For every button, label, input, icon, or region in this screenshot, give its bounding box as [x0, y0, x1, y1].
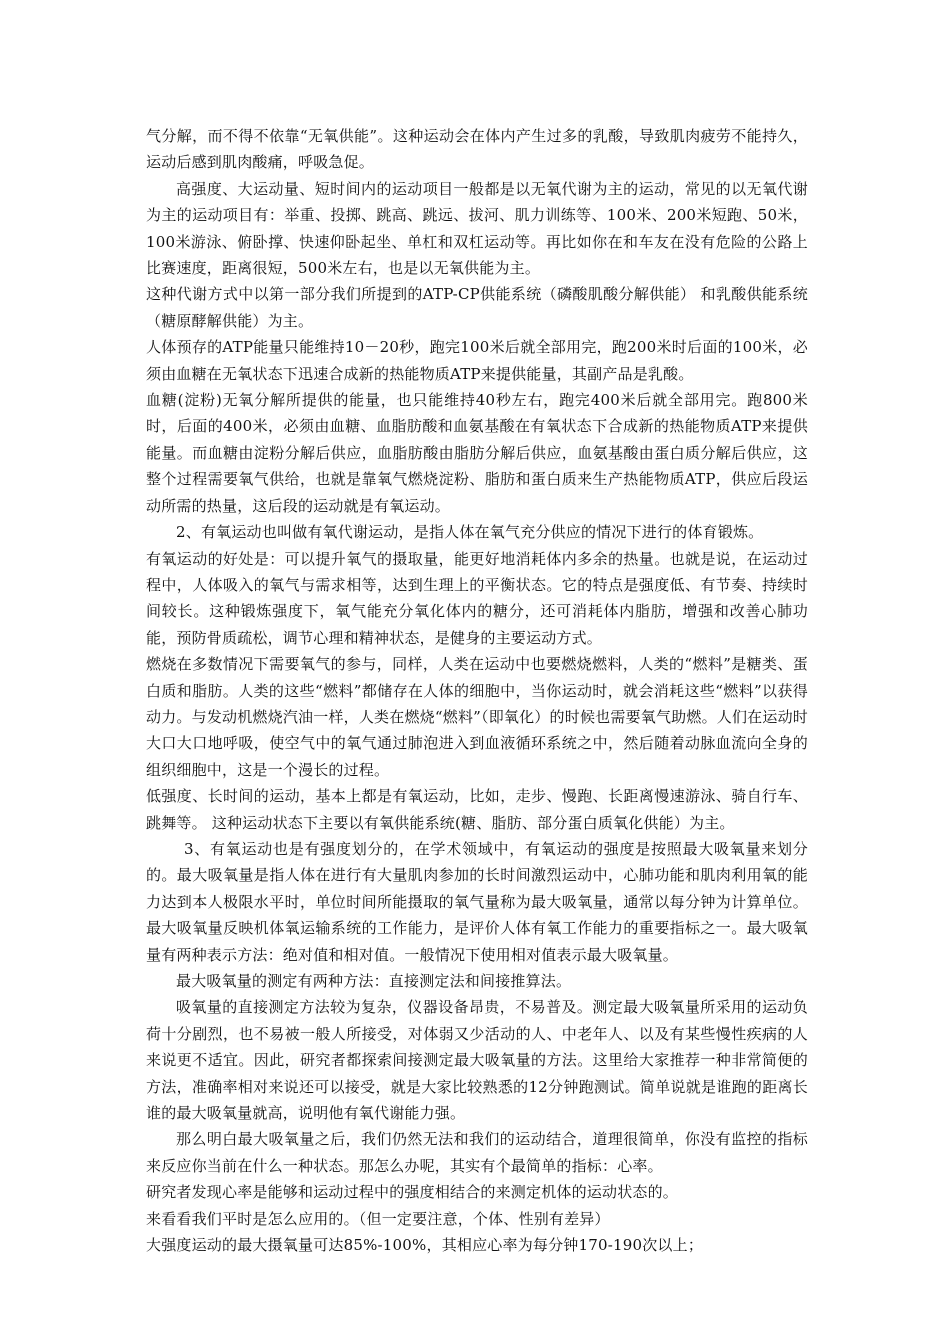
paragraph-13: 那么明白最大吸氧量之后，我们仍然无法和我们的运动结合，道理很简单，你没有监控的指标来反应你当前在什么一种状态。那怎么办呢，其实有个最简单的指标：心率。 — [146, 1130, 808, 1175]
paragraph-2: 高强度、大运动量、短时间内的运动项目一般都是以无氧代谢为主的运动，常见的以无氧代谢为主的运动项目有：举重、投掷、跳高、跳远、拔河、肌力训练等、100米、200米短跑、50米，100米游泳、俯卧撑、快速仰卧起坐、单杠和双杠运动等。再比如你在和车友在没有危险的公路上比赛速度，距离很短，500米左右，也是以无氧供能为主。 — [146, 179, 808, 278]
paragraph-9: 低强度、长时间的运动，基本上都是有氧运动，比如，走步、慢跑、长距离慢速游泳、骑自行车、跳舞等。 这种运动状态下主要以有氧供能系统(糖、脂肪、部分蛋白质氧化供能）为主。 — [146, 787, 808, 832]
paragraph-11: 最大吸氧量的测定有两种方法：直接测定法和间接推算法。 — [176, 972, 572, 990]
paragraph-12: 吸氧量的直接测定方法较为复杂，仪器设备昂贵，不易普及。测定最大吸氧量所采用的运动负荷十分剧烈，也不易被一般人所接受，对体弱又少活动的人、中老年人、以及有某些慢性疾病的人来说更不适宜。因此，研究者都探索间接测定最大吸氧量的方法。这里给大家推荐一种非常简便的方法，准确率相对来说还可以接受，就是大家比较熟悉的12分钟跑测试。简单说就是谁跑的距离长谁的最大吸氧量就高，说明他有氧代谢能力强。 — [146, 998, 808, 1123]
paragraph-14: 研究者发现心率是能够和运动过程中的强度相结合的来测定机体的运动状态的。 — [146, 1183, 679, 1202]
paragraph-10: 3、有氧运动也是有强度划分的，在学术领域中，有氧运动的强度是按照最大吸氧量来划分的。最大吸氧量是指人体在进行有大量肌肉参加的长时间激烈运动中，心肺功能和肌肉利用氧的能力达到本人极限水平时，单位时间所能摄取的氧气量称为最大吸氧量，通常以每分钟为计算单位。最大吸氧量反映机体氧运输系统的工作能力，是评价人体有氧工作能力的重要指标之一。最大吸氧量有两种表示方法：绝对值和相对值。一般情况下使用相对值表示最大吸氧量。 — [146, 839, 808, 964]
paragraph-1: 气分解，而不得不依靠“无氧供能”。这种运动会在体内产生过多的乳酸，导致肌肉疲劳不能持久，运动后感到肌肉酸痛，呼吸急促。 — [146, 127, 808, 172]
paragraph-8: 燃烧在多数情况下需要氧气的参与，同样，人类在运动中也要燃烧燃料，人类的“燃料”是糖类、蛋白质和脂肪。人类的这些“燃料”都储存在人体的细胞中，当你运动时，就会消耗这些“燃料”以获得动力。与发动机燃烧汽油一样，人类在燃烧“燃料”（即氧化）的时候也需要氧气助燃。人们在运动时大口大口地呼吸，使空气中的氧气通过肺泡进入到血液循环系统之中，然后随着动脉血流向全身的组织细胞中，这是一个漫长的过程。 — [146, 655, 808, 779]
paragraph-15: 来看看我们平时是怎么应用的。（但一定要注意，个体、性别有差异） — [146, 1209, 610, 1228]
paragraph-4: 人体预存的ATP能量只能维持10－20秒，跑完100米后就全部用完，跑200米时后面的100米，必须由血糖在无氧状态下迅速合成新的热能物质ATP来提供能量，其副产品是乳酸。 — [146, 338, 808, 383]
paragraph-16: 大强度运动的最大摄氧量可达85%-100%，其相应心率为每分钟170-190次以上； — [146, 1236, 704, 1255]
paragraph-3: 这种代谢方式中以第一部分我们所提到的ATP-CP供能系统（磷酸肌酸分解供能） 和乳酸供能系统（糖原酵解供能）为主。 — [146, 285, 808, 330]
paragraph-6: 2、有氧运动也叫做有氧代谢运动，是指人体在氧气充分供应的情况下进行的体育锻炼。 — [176, 523, 764, 542]
document-body — [146, 123, 808, 1258]
paragraph-5: 血糖(淀粉)无氧分解所提供的能量，也只能维持40秒左右，跑完400米后就全部用完。跑800米时，后面的400米，必须由血糖、血脂肪酸和血氨基酸在有氧状态下合成新的热能物质ATP来提供能量。而血糖由淀粉分解后供应，血脂肪酸由脂肪分解后供应，血氨基酸由蛋白质分解后供应，这整个过程需要氧气供给，也就是靠氧气燃烧淀粉、脂肪和蛋白质来生产热能物质ATP，供应后段运动所需的热量，这后段的运动就是有氧运动。 — [146, 391, 808, 515]
paragraph-7: 有氧运动的好处是：可以提升氧气的摄取量，能更好地消耗体内多余的热量。也就是说，在运动过程中，人体吸入的氧气与需求相等，达到生理上的平衡状态。它的特点是强度低、有节奏、持续时间较长。这种锻炼强度下，氧气能充分氧化体内的糖分，还可消耗体内脂肪，增强和改善心肺功能，预防骨质疏松，调节心理和精神状态，是健身的主要运动方式。 — [146, 549, 808, 647]
